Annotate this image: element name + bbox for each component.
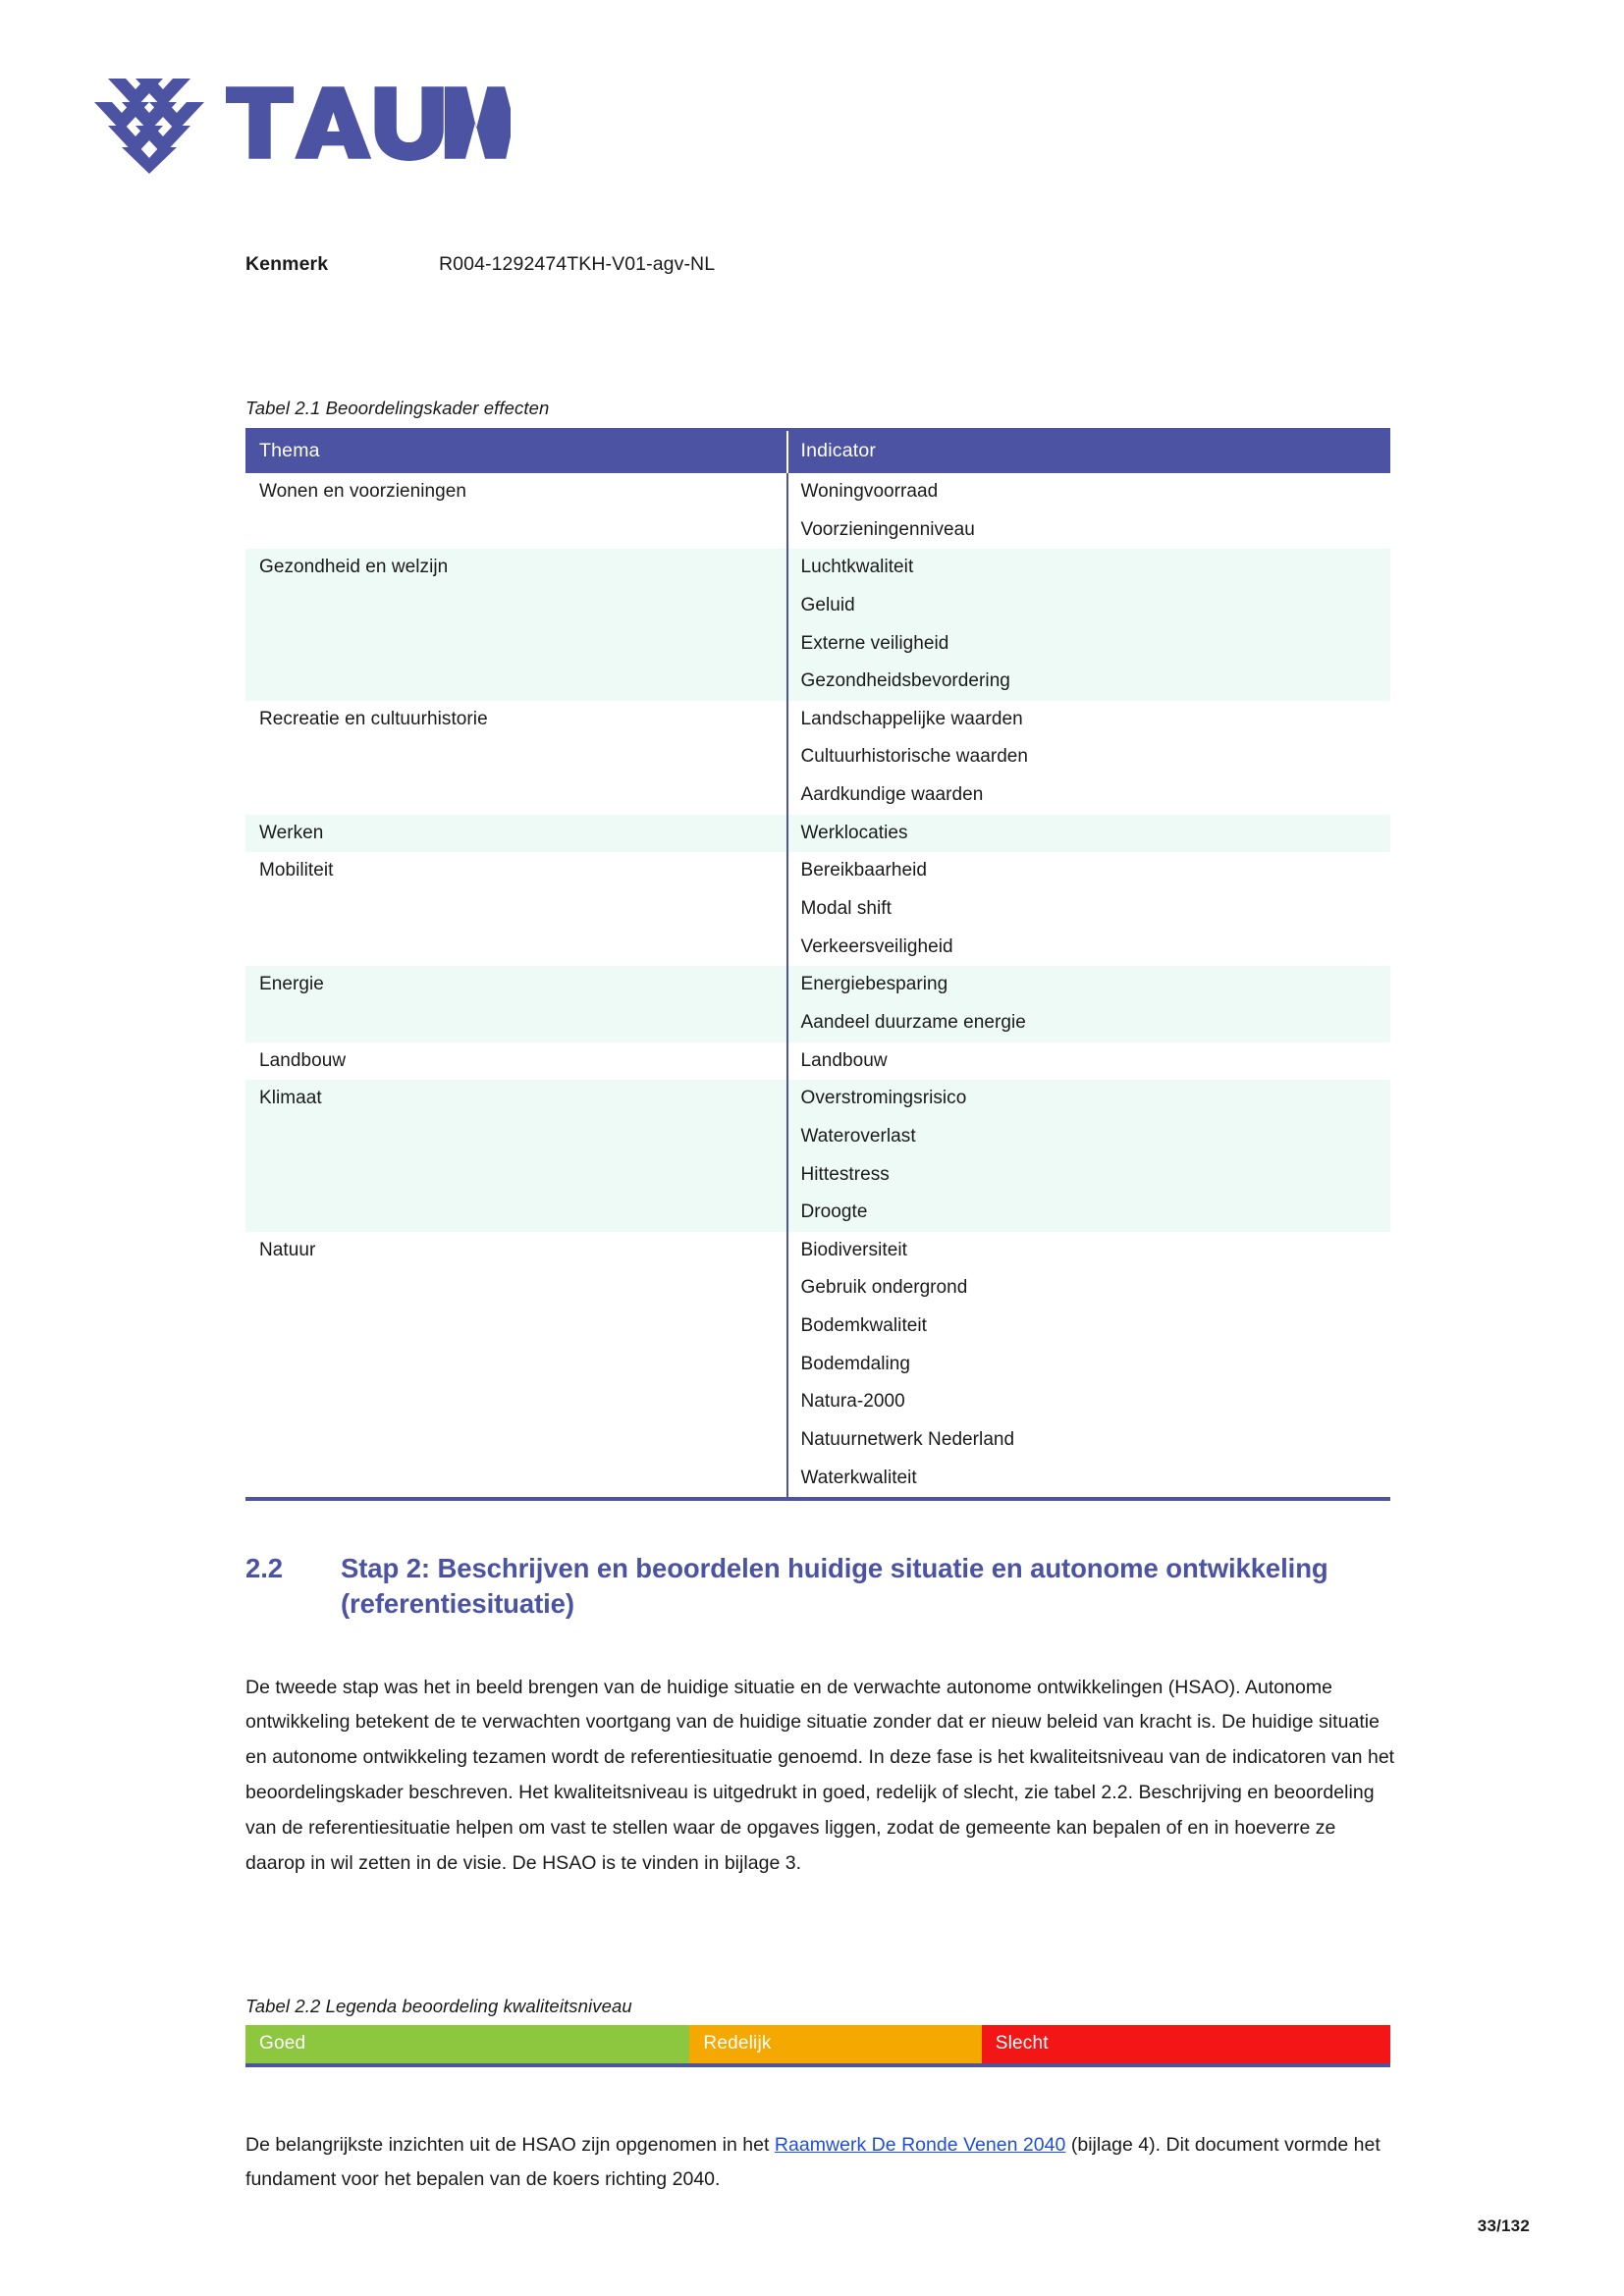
- cell-thema: [245, 776, 787, 815]
- cell-indicator: Overstromingsrisico: [787, 1080, 1390, 1118]
- cell-indicator: Verkeersveiligheid: [787, 929, 1390, 967]
- legend-level-slecht: Slecht: [982, 2025, 1390, 2063]
- closing-paragraph: [245, 2128, 1396, 2199]
- document-reference: [245, 253, 715, 276]
- cell-indicator: Luchtkwaliteit: [787, 549, 1390, 587]
- cell-indicator: Geluid: [787, 587, 1390, 625]
- cell-thema: [245, 663, 787, 701]
- cell-indicator: Aandeel duurzame energie: [787, 1004, 1390, 1042]
- section-paragraph: De tweede stap was het in beeld brengen van de huidige situatie en de verwachte autonome ontwikkelingen (HSAO). Autonome ontwikkeling betekent de te verwachten voortgang van de huidige situatie zonder dat er nieuw beleid van kracht is. De huidige situatie en autonome ontwikkeling tezamen wordt de referentiesituatie genoemd. In deze fase is het kwaliteitsniveau van de indicatoren van het beoordelingskader beschreven. Het kwaliteitsniveau is uitgedrukt in goed, redelijk of slecht, zie tabel 2.2. Beschrijving en beoordeling van de referentiesituatie helpen om vast te stellen waar de opgaves liggen, zodat de gemeente kan bepalen of en in hoeverre ze daarop in wil zetten in de visie. De HSAO is te vinden in bijlage 3.: [245, 1676, 1395, 1874]
- table-row: [245, 701, 1390, 739]
- cell-indicator: Voorzieningenniveau: [787, 511, 1390, 550]
- table-22-caption: Tabel 2.2 Legenda beoordeling kwaliteitsniveau: [245, 1996, 632, 2016]
- cell-indicator: Natuurnetwerk Nederland: [787, 1421, 1390, 1460]
- raamwerk-link[interactable]: Raamwerk De Ronde Venen 2040: [774, 2133, 1066, 2156]
- table-row: [245, 1232, 1390, 1270]
- cell-indicator: Woningvoorraad: [787, 473, 1390, 511]
- column-header-thema: Thema: [245, 430, 787, 474]
- cell-indicator: Landschappelijke waarden: [787, 701, 1390, 739]
- cell-thema: [245, 1460, 787, 1498]
- table-row: [245, 1118, 1390, 1156]
- cell-thema: [245, 929, 787, 967]
- tauw-chevron-lattice-icon: [94, 71, 204, 174]
- tauw-logo: [94, 71, 511, 174]
- cell-indicator: Waterkwaliteit: [787, 1460, 1390, 1498]
- table-row: [245, 549, 1390, 587]
- legend-level-goed: Goed: [245, 2025, 689, 2063]
- section-title: Stap 2: Beschrijven en beoordelen huidige situatie en autonome ontwikkeling (referentiesituatie): [341, 1553, 1328, 1620]
- cell-indicator: Droogte: [787, 1194, 1390, 1232]
- cell-indicator: Werklocaties: [787, 815, 1390, 853]
- cell-thema: [245, 1383, 787, 1421]
- table-21: [245, 428, 1390, 1497]
- cell-thema: Recreatie en cultuurhistorie: [245, 701, 787, 739]
- cell-thema: [245, 1421, 787, 1460]
- cell-indicator: Natura-2000: [787, 1383, 1390, 1421]
- cell-indicator: Energiebesparing: [787, 966, 1390, 1004]
- table-row: [245, 473, 1390, 511]
- closing-text-after: (bijlage 4). Dit document vormde het fundament voor het bepalen van de koers richting 2040.: [245, 2133, 1380, 2191]
- table-row: [245, 1156, 1390, 1195]
- table-row: [245, 815, 1390, 853]
- cell-indicator: Hittestress: [787, 1156, 1390, 1195]
- table-21-caption: Tabel 2.1 Beoordelingskader effecten: [245, 398, 550, 418]
- cell-thema: [245, 1308, 787, 1346]
- cell-indicator: Landbouw: [787, 1042, 1390, 1081]
- cell-indicator: Gezondheidsbevordering: [787, 663, 1390, 701]
- cell-thema: Landbouw: [245, 1042, 787, 1081]
- cell-thema: Energie: [245, 966, 787, 1004]
- table-row: [245, 966, 1390, 1004]
- table-row: [245, 1004, 1390, 1042]
- cell-indicator: Externe veiligheid: [787, 625, 1390, 664]
- table-row: [245, 852, 1390, 890]
- legend-level-redelijk: Redelijk: [689, 2025, 981, 2063]
- cell-indicator: Wateroverlast: [787, 1118, 1390, 1156]
- cell-indicator: Gebruik ondergrond: [787, 1269, 1390, 1308]
- page-number: 33/132: [1477, 2216, 1530, 2235]
- cell-indicator: Biodiversiteit: [787, 1232, 1390, 1270]
- cell-thema: [245, 1118, 787, 1156]
- table-row: [245, 1308, 1390, 1346]
- table-row: [245, 625, 1390, 664]
- table-header-row: [245, 430, 1390, 474]
- cell-indicator: Aardkundige waarden: [787, 776, 1390, 815]
- table-row: [245, 1421, 1390, 1460]
- table-row: [245, 1269, 1390, 1308]
- table-row: [245, 776, 1390, 815]
- table-row: [245, 1383, 1390, 1421]
- cell-indicator: Bodemkwaliteit: [787, 1308, 1390, 1346]
- section-number: 2.2: [245, 1553, 283, 1583]
- tauw-wordmark: [226, 84, 511, 161]
- cell-thema: Klimaat: [245, 1080, 787, 1118]
- table-row: [245, 511, 1390, 550]
- cell-thema: Wonen en voorzieningen: [245, 473, 787, 511]
- table-row: [245, 1080, 1390, 1118]
- cell-thema: [245, 1004, 787, 1042]
- beoordelingskader-table: [245, 428, 1390, 1501]
- cell-thema: Werken: [245, 815, 787, 853]
- table-row: [245, 890, 1390, 929]
- cell-indicator: Bereikbaarheid: [787, 852, 1390, 890]
- cell-thema: [245, 1156, 787, 1195]
- cell-indicator: Modal shift: [787, 890, 1390, 929]
- cell-thema: [245, 625, 787, 664]
- table-row: [245, 929, 1390, 967]
- table-row: [245, 1346, 1390, 1384]
- cell-thema: Gezondheid en welzijn: [245, 549, 787, 587]
- closing-text-before: De belangrijkste inzichten uit de HSAO zijn opgenomen in het: [245, 2133, 775, 2156]
- table-row: [245, 1042, 1390, 1081]
- cell-thema: [245, 738, 787, 776]
- cell-indicator: Bodemdaling: [787, 1346, 1390, 1384]
- table-row: [245, 1194, 1390, 1232]
- cell-thema: [245, 511, 787, 550]
- cell-thema: [245, 587, 787, 625]
- kenmerk-value: R004-1292474TKH-V01-agv-NL: [439, 253, 716, 275]
- cell-thema: [245, 1194, 787, 1232]
- column-header-indicator: Indicator: [787, 430, 1390, 474]
- table-bottom-rule: [245, 1497, 1390, 1501]
- cell-thema: Natuur: [245, 1232, 787, 1270]
- kenmerk-label: Kenmerk: [245, 253, 329, 275]
- table-row: [245, 663, 1390, 701]
- table-row: [245, 738, 1390, 776]
- cell-thema: [245, 1269, 787, 1308]
- cell-thema: [245, 1346, 787, 1384]
- table-row: [245, 1460, 1390, 1498]
- section-heading-22: [245, 1551, 1394, 1623]
- cell-thema: [245, 890, 787, 929]
- cell-indicator: Cultuurhistorische waarden: [787, 738, 1390, 776]
- cell-thema: Mobiliteit: [245, 852, 787, 890]
- kwaliteitsniveau-legend: [245, 2025, 1390, 2067]
- table-row: [245, 587, 1390, 625]
